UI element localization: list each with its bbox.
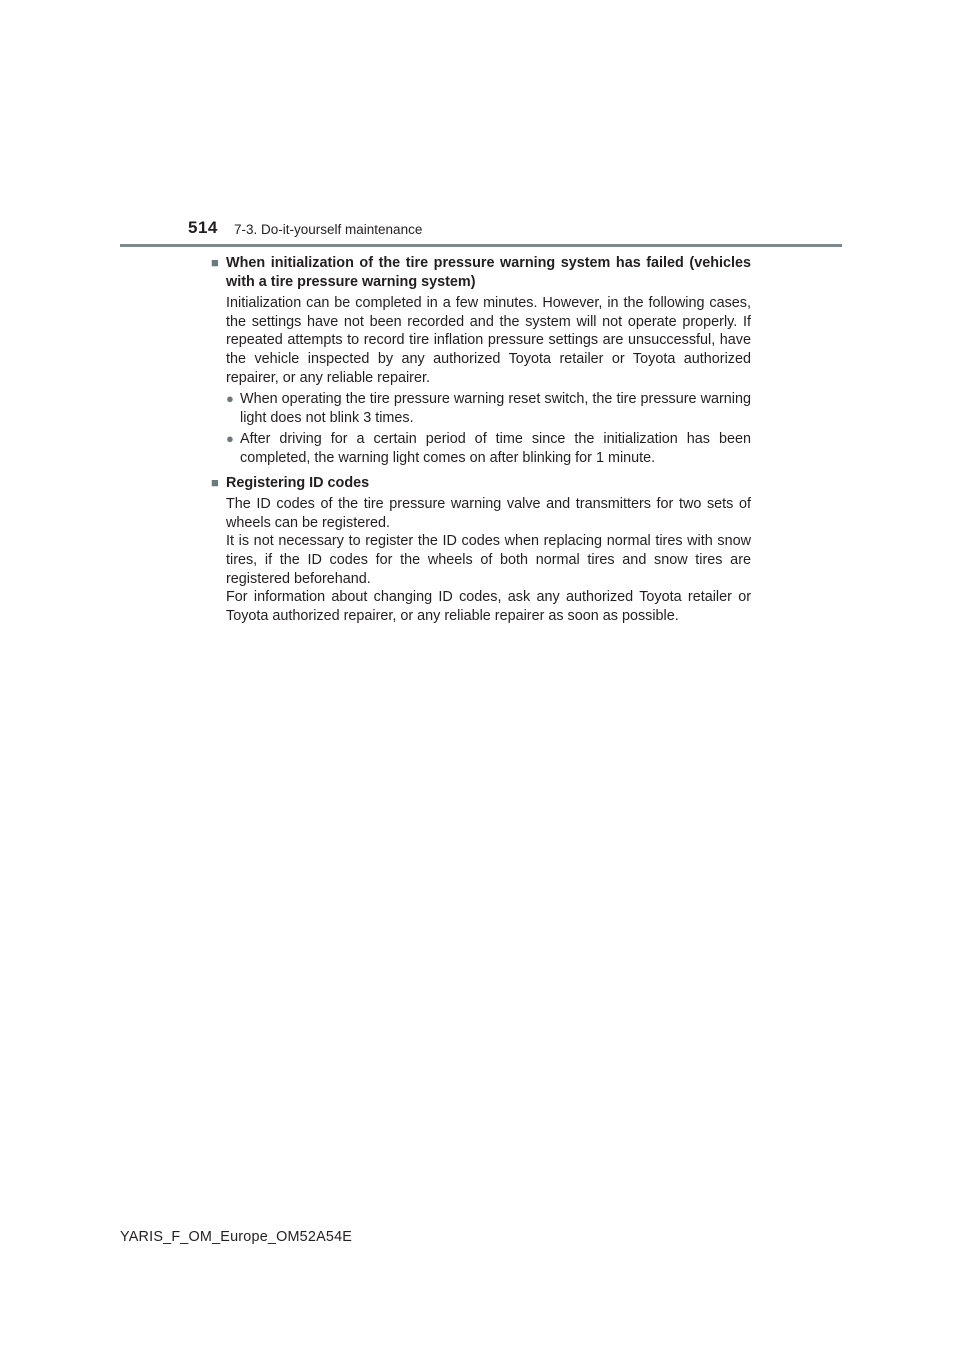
square-bullet-icon: ■ [211, 474, 219, 490]
header-rule [120, 244, 842, 247]
list-item [226, 390, 751, 427]
circle-bullet-icon: ● [226, 431, 234, 447]
list-item [226, 430, 751, 467]
page-content [211, 254, 751, 627]
heading-text: When initialization of the tire pressure warning system has failed (vehicles with a tire pressure warning system) [226, 255, 751, 290]
body-line: The ID codes of the tire pressure warning valve and transmitters for two sets of wheels can be registered. [226, 496, 751, 531]
document-code: YARIS_F_OM_Europe_OM52A54E [120, 1229, 353, 1245]
block-heading [211, 254, 751, 291]
section-title: 7-3. Do-it-yourself maintenance [234, 222, 423, 237]
list-item-text: When operating the tire pressure warning reset switch, the tire pressure warning light does not blink 3 times. [240, 391, 751, 426]
square-bullet-icon: ■ [211, 255, 219, 270]
body-line: It is not necessary to register the ID codes when replacing normal tires with snow tires, if the ID codes for the wheels of both normal tires and snow tires are registered beforehand. [226, 533, 751, 587]
section-block-initialization-failed [211, 254, 751, 468]
section-block-registering-id-codes [211, 474, 751, 626]
block-heading [211, 474, 751, 493]
page-number: 514 [188, 218, 218, 237]
circle-bullet-icon: ● [226, 391, 234, 407]
body-paragraph [226, 495, 751, 625]
body-line: For information about changing ID codes, ask any authorized Toyota retailer or Toyota authorized repairer, or any reliable repairer as soon as possible. [226, 589, 751, 624]
heading-text: Registering ID codes [226, 474, 370, 491]
body-paragraph: Initialization can be completed in a few minutes. However, in the following cases, the settings have not been recorded and the system will not operate properly. If repeated attempts to record tire inflation pressure settings are unsuccessful, have the vehicle inspected by any authorized Toyota retailer or Toyota authorized repairer, or any reliable repairer. [226, 295, 751, 386]
list-item-text: After driving for a certain period of time since the initialization has been completed, the warning light comes on after blinking for 1 minute. [240, 431, 751, 466]
